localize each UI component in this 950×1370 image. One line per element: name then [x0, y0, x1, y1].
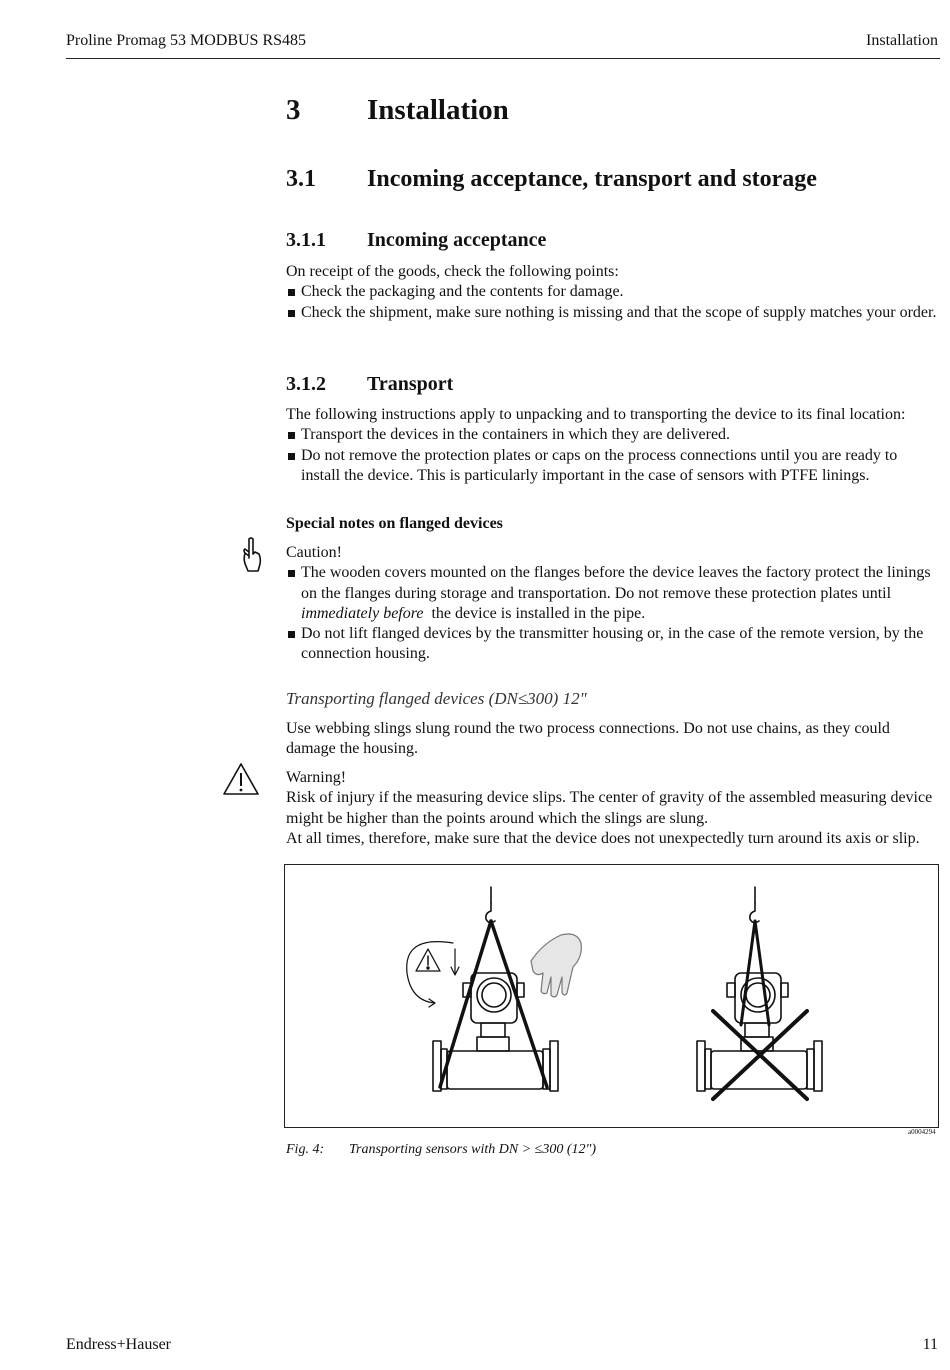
- chapter-number: 3: [286, 94, 301, 126]
- figure-code: a0004294: [908, 1128, 936, 1136]
- warning-icon: [222, 762, 260, 796]
- header-title: Proline Promag 53 MODBUS RS485: [66, 32, 307, 49]
- incoming-body: [286, 262, 938, 323]
- incorrect-lifting-drawing: [697, 887, 822, 1099]
- list-item: Do not remove the protection plates or caps on the process connections until you are ready to install the device. This is particularly important in the case of sensors with PTFE linings.: [286, 446, 938, 487]
- transporting-heading: Transporting flanged devices (DN≤300) 12": [286, 689, 587, 708]
- list-item: Check the packaging and the contents for damage.: [286, 282, 938, 302]
- list-item: Transport the devices in the containers in which they are delivered.: [286, 425, 938, 445]
- list-item: [286, 563, 938, 624]
- hand-icon: [531, 934, 581, 997]
- chapter-title: Installation: [367, 94, 509, 126]
- transport-list: [286, 425, 938, 486]
- caution-text: The wooden covers mounted on the flanges before the device leaves the factory protect the linings on the flanges during storage and transportation. Do not remove these protection plates until: [301, 564, 931, 602]
- subsection-number: 3.1.2: [286, 373, 326, 395]
- incoming-intro: On receipt of the goods, check the following points:: [286, 263, 619, 280]
- figure-label: Fig. 4:: [286, 1142, 325, 1157]
- subsection-title: Incoming acceptance: [367, 229, 547, 251]
- figure-caption-text: Transporting sensors with DN > ≤300 (12"): [349, 1142, 597, 1157]
- transporting-text: Use webbing slings slung round the two process connections. Do not use chains, as they could damage the housing.: [286, 720, 890, 758]
- caution-label: Caution!: [286, 544, 342, 561]
- section-title: Incoming acceptance, transport and storage: [367, 166, 817, 192]
- page-number: 11: [922, 1336, 938, 1353]
- figure-transport-illustration: [285, 865, 940, 1129]
- header-section: Installation: [866, 32, 938, 49]
- list-item: Do not lift flanged devices by the transmitter housing or, in the case of the remote version, by the connection housing.: [286, 624, 938, 665]
- section-number: 3.1: [286, 166, 316, 192]
- subsection-incoming-heading: [286, 229, 546, 252]
- figure-frame: [284, 864, 939, 1128]
- warning-block: [286, 768, 938, 849]
- caution-list: [286, 563, 938, 664]
- footer-brand: Endress+Hauser: [66, 1336, 171, 1353]
- caution-block: [286, 543, 938, 665]
- list-item: Check the shipment, make sure nothing is missing and that the scope of supply matches your order.: [286, 303, 938, 323]
- incoming-list: [286, 282, 938, 323]
- subsection-transport-heading: [286, 373, 453, 396]
- transport-body: [286, 405, 938, 486]
- chapter-heading: [286, 94, 509, 127]
- subsection-title: Transport: [367, 373, 454, 395]
- transport-intro: The following instructions apply to unpacking and to transporting the device to its final location:: [286, 406, 906, 423]
- header-rule: [66, 58, 940, 59]
- warning-text: At all times, therefore, make sure that the device does not unexpectedly turn around its axis or slip.: [286, 829, 920, 847]
- caution-text-end: the device is installed in the pipe.: [423, 604, 646, 622]
- warning-label: Warning!: [286, 769, 347, 786]
- emphasis-text: immediately before: [301, 604, 424, 622]
- caution-hand-icon: [238, 536, 264, 574]
- figure-caption: [286, 1142, 596, 1158]
- correct-lifting-drawing: [407, 887, 582, 1091]
- section-heading: [286, 166, 817, 193]
- subsection-number: 3.1.1: [286, 229, 326, 251]
- flanged-heading: Special notes on flanged devices: [286, 515, 503, 532]
- warning-text: Risk of injury if the measuring device slips. The center of gravity of the assembled measuring device might be higher than the points around which the slings are slung.: [286, 789, 933, 827]
